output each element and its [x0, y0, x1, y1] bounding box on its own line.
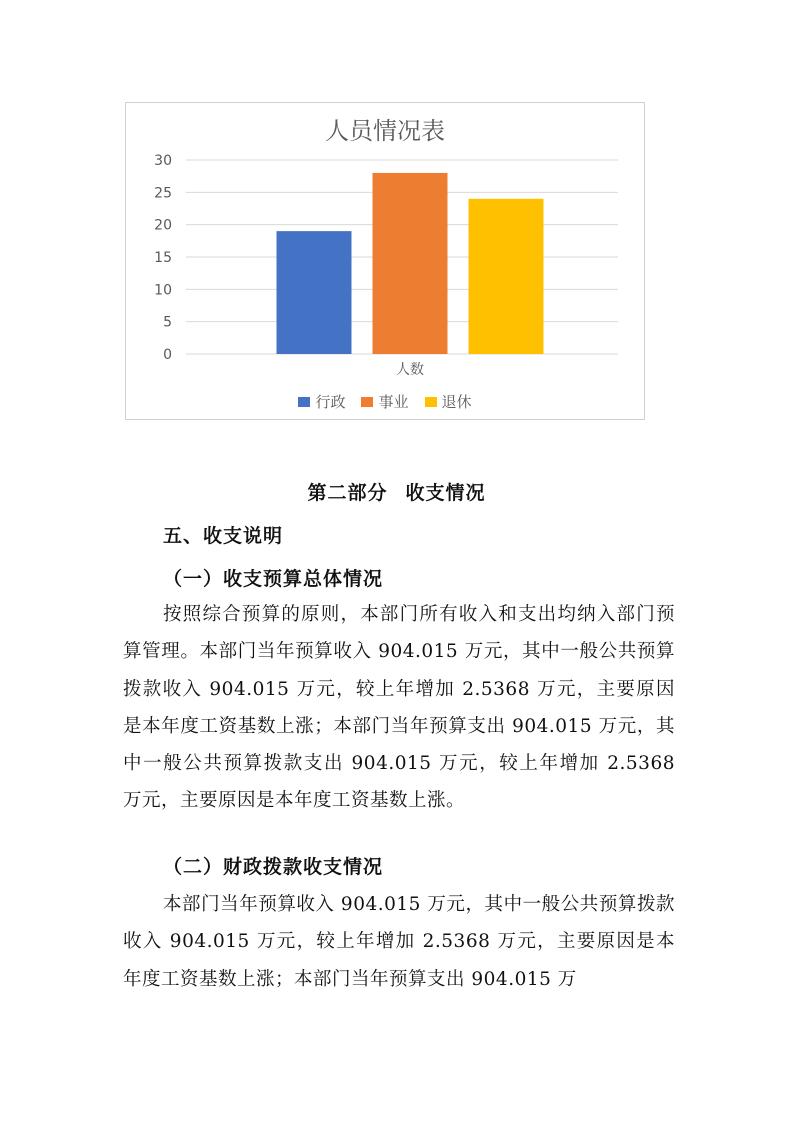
legend-swatch — [361, 397, 373, 407]
legend-swatch — [425, 397, 437, 407]
legend-swatch — [298, 397, 310, 407]
y-tick-label: 25 — [154, 185, 172, 202]
section-title-name: 收支情况 — [405, 482, 486, 504]
legend-item — [425, 391, 472, 412]
bar-2 — [373, 173, 448, 354]
section-title — [0, 478, 793, 505]
y-tick-label: 30 — [154, 153, 172, 169]
paragraph-budget-overview: 按照综合预算的原则，本部门所有收入和支出均纳入部门预算管理。本部门当年预算收入 904.015 万元，其中一般公共预算拨款收入 904.015 万元，较上年增加 2.5368 万元，主要原因是本年度工资基数上涨；本部门当年预算支出 904.015 万元，其中一般公共预算拨款支出 904.015 万元，较上年增加 2.5368 万元，主要原因是本年度工资基数上涨。 — [123, 604, 675, 812]
legend-label: 行政 — [315, 393, 346, 411]
bar-3 — [469, 199, 544, 354]
legend-item — [298, 391, 345, 412]
legend-label: 退休 — [441, 393, 472, 411]
y-tick-label: 5 — [163, 314, 172, 331]
personnel-chart — [125, 102, 645, 420]
chart-legend — [126, 391, 644, 412]
x-category-label: 人数 — [396, 362, 424, 378]
paragraph-fiscal-allocation: 本部门当年预算收入 904.015 万元，其中一般公共预算拨款收入 904.015 万元，较上年增加 2.5368 万元，主要原因是本年度工资基数上涨；本部门当年预算支出 904.015 万 — [123, 894, 675, 990]
legend-label: 事业 — [378, 393, 409, 411]
y-tick-label: 15 — [154, 250, 172, 266]
chart-plot — [126, 103, 646, 421]
heading-fiscal-allocation: （二）财政拨款收支情况 — [163, 856, 384, 878]
legend-item — [361, 391, 408, 412]
chart-title: 人员情况表 — [325, 117, 445, 145]
y-tick-label: 10 — [154, 282, 172, 299]
y-tick-label: 20 — [154, 217, 172, 234]
y-tick-label: 0 — [163, 347, 172, 363]
heading-income-expense-notes: 五、收支说明 — [163, 525, 284, 547]
section-title-part: 第二部分 — [307, 482, 388, 504]
bar-1 — [277, 231, 352, 354]
heading-budget-overview: （一）收支预算总体情况 — [163, 568, 384, 590]
